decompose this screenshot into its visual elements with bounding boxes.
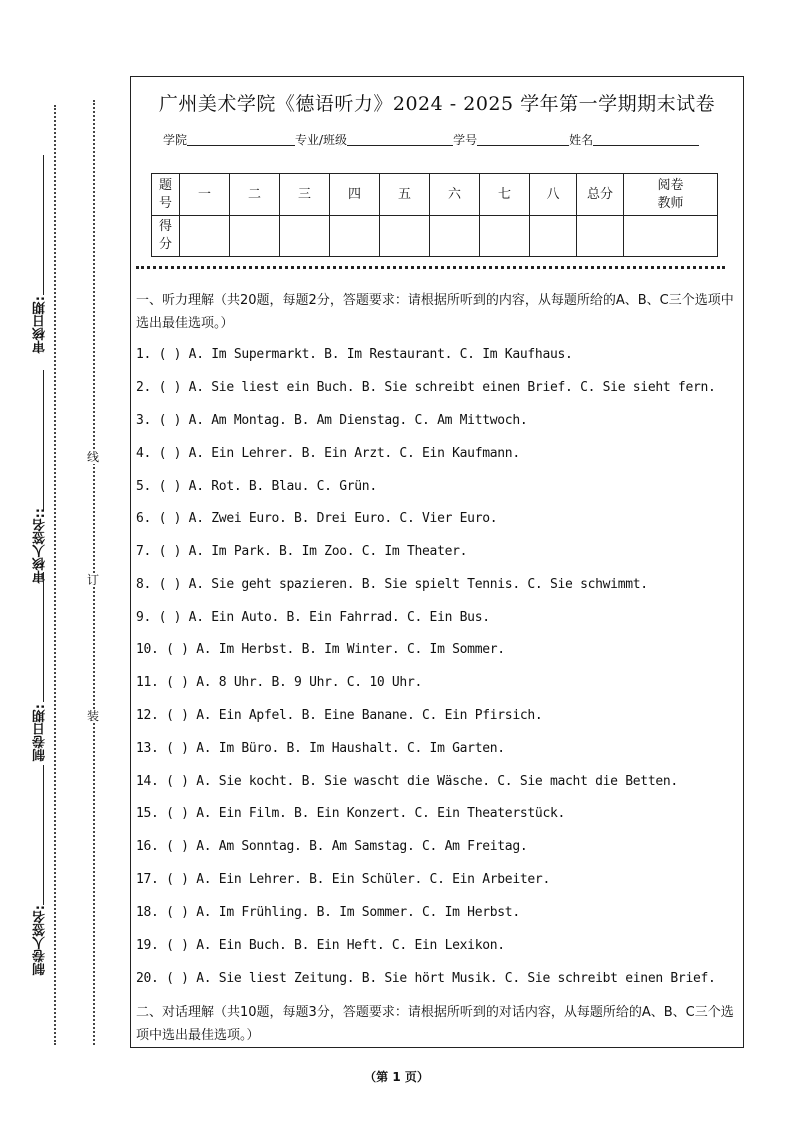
score-table: [151, 173, 718, 257]
score-cell-header: 七: [480, 174, 530, 216]
score-cell-input[interactable]: [480, 216, 530, 257]
score-table-score-row: [152, 216, 718, 257]
header-separator: [136, 266, 725, 269]
score-table-header-row: [152, 174, 718, 216]
question-item: 20. ( ) A. Sie liest Zeitung. B. Sie hört Musik. C. Sie schreibt einen Brief.: [136, 971, 716, 986]
score-cell-header: 总分: [577, 174, 624, 216]
reviewer-sign-label: 审核人签名::: [33, 508, 48, 584]
score-cell-header: 阅卷教师: [624, 174, 718, 216]
score-cell-input[interactable]: [430, 216, 480, 257]
question-item: 17. ( ) A. Ein Lehrer. B. Ein Schüler. C. Ein Arbeiter.: [136, 872, 550, 887]
score-cell-input[interactable]: [330, 216, 380, 257]
score-cell-header: 八: [530, 174, 577, 216]
score-cell-label: 得分: [152, 216, 180, 257]
score-cell-input[interactable]: [380, 216, 430, 257]
question-item: 3. ( ) A. Am Montag. B. Am Dienstag. C. Am Mittwoch.: [136, 413, 528, 428]
score-cell-label: 题号: [152, 174, 180, 216]
score-cell-header: 五: [380, 174, 430, 216]
student-id-field[interactable]: [477, 133, 569, 146]
question-item: 13. ( ) A. Im Büro. B. Im Haushalt. C. Im Garten.: [136, 741, 505, 756]
binding-char-ding: 订: [87, 573, 100, 587]
score-cell-header: 三: [280, 174, 330, 216]
question-item: 8. ( ) A. Sie geht spazieren. B. Sie spielt Tennis. C. Sie schwimmt.: [136, 577, 648, 592]
question-item: 14. ( ) A. Sie kocht. B. Sie wascht die Wäsche. C. Sie macht die Betten.: [136, 774, 678, 789]
college-label: 学院: [163, 133, 188, 147]
reviewer-sign-blank: [43, 370, 44, 510]
score-cell-input[interactable]: [624, 216, 718, 257]
question-item: 4. ( ) A. Ein Lehrer. B. Ein Arzt. C. Ein Kaufmann.: [136, 446, 520, 461]
college-field[interactable]: [187, 133, 295, 146]
binding-char-xian: 线: [87, 450, 100, 464]
exam-title: 广州美术学院《德语听力》2024 - 2025 学年第一学期期末试卷: [158, 93, 716, 115]
make-date-label: 制卷日期:: [33, 704, 48, 762]
page-number: （第 1 页）: [364, 1070, 429, 1084]
question-item: 11. ( ) A. 8 Uhr. B. 9 Uhr. C. 10 Uhr.: [136, 675, 423, 690]
maker-sign-label: 制卷人签名:: [33, 905, 48, 976]
binding-char-zhuang: 装: [87, 709, 100, 723]
student-info-row: [163, 131, 699, 148]
question-item: 10. ( ) A. Im Herbst. B. Im Winter. C. Im Sommer.: [136, 642, 505, 657]
question-item: 12. ( ) A. Ein Apfel. B. Eine Banane. C. Ein Pfirsich.: [136, 708, 543, 723]
major-class-label: 专业/班级: [295, 133, 348, 147]
score-cell-header: 四: [330, 174, 380, 216]
review-date-label: 审核日期:: [33, 296, 48, 354]
make-date-blank: [43, 572, 44, 702]
score-cell-input[interactable]: [230, 216, 280, 257]
binding-dotted-line-left: [54, 105, 56, 1045]
score-cell-header: 二: [230, 174, 280, 216]
question-item: 16. ( ) A. Am Sonntag. B. Am Samstag. C. Am Freitag.: [136, 839, 528, 854]
question-item: 2. ( ) A. Sie liest ein Buch. B. Sie schreibt einen Brief. C. Sie sieht fern.: [136, 380, 716, 395]
section2-heading: 二、对话理解（共10题，每题3分，答题要求：请根据所听到的对话内容，从每题所给的A、B、C三个选项中选出最佳选项。）: [136, 1005, 734, 1043]
question-item: 19. ( ) A. Ein Buch. B. Ein Heft. C. Ein Lexikon.: [136, 938, 505, 953]
exam-frame: [130, 76, 744, 1048]
score-cell-input[interactable]: [280, 216, 330, 257]
score-cell-input[interactable]: [577, 216, 624, 257]
score-cell-header: 一: [180, 174, 230, 216]
question-item: 7. ( ) A. Im Park. B. Im Zoo. C. Im Theater.: [136, 544, 468, 559]
question-item: 9. ( ) A. Ein Auto. B. Ein Fahrrad. C. Ein Bus.: [136, 610, 490, 625]
question-item: 6. ( ) A. Zwei Euro. B. Drei Euro. C. Vier Euro.: [136, 511, 498, 526]
name-field[interactable]: [593, 133, 699, 146]
question-item: 5. ( ) A. Rot. B. Blau. C. Grün.: [136, 479, 377, 494]
student-id-label: 学号: [453, 133, 478, 147]
question-item: 18. ( ) A. Im Frühling. B. Im Sommer. C. Im Herbst.: [136, 905, 520, 920]
review-date-blank: [43, 155, 44, 295]
name-label: 姓名: [569, 133, 594, 147]
section1-heading: 一、听力理解（共20题，每题2分，答题要求：请根据所听到的内容，从每题所给的A、B、C三个选项中选出最佳选项。）: [136, 293, 734, 331]
major-class-field[interactable]: [347, 133, 453, 146]
question-item: 1. ( ) A. Im Supermarkt. B. Im Restaurant. C. Im Kaufhaus.: [136, 347, 573, 362]
maker-sign-blank: [43, 765, 44, 905]
question-item: 15. ( ) A. Ein Film. B. Ein Konzert. C. Ein Theaterstück.: [136, 806, 566, 821]
score-cell-input[interactable]: [530, 216, 577, 257]
score-cell-header: 六: [430, 174, 480, 216]
score-cell-input[interactable]: [180, 216, 230, 257]
